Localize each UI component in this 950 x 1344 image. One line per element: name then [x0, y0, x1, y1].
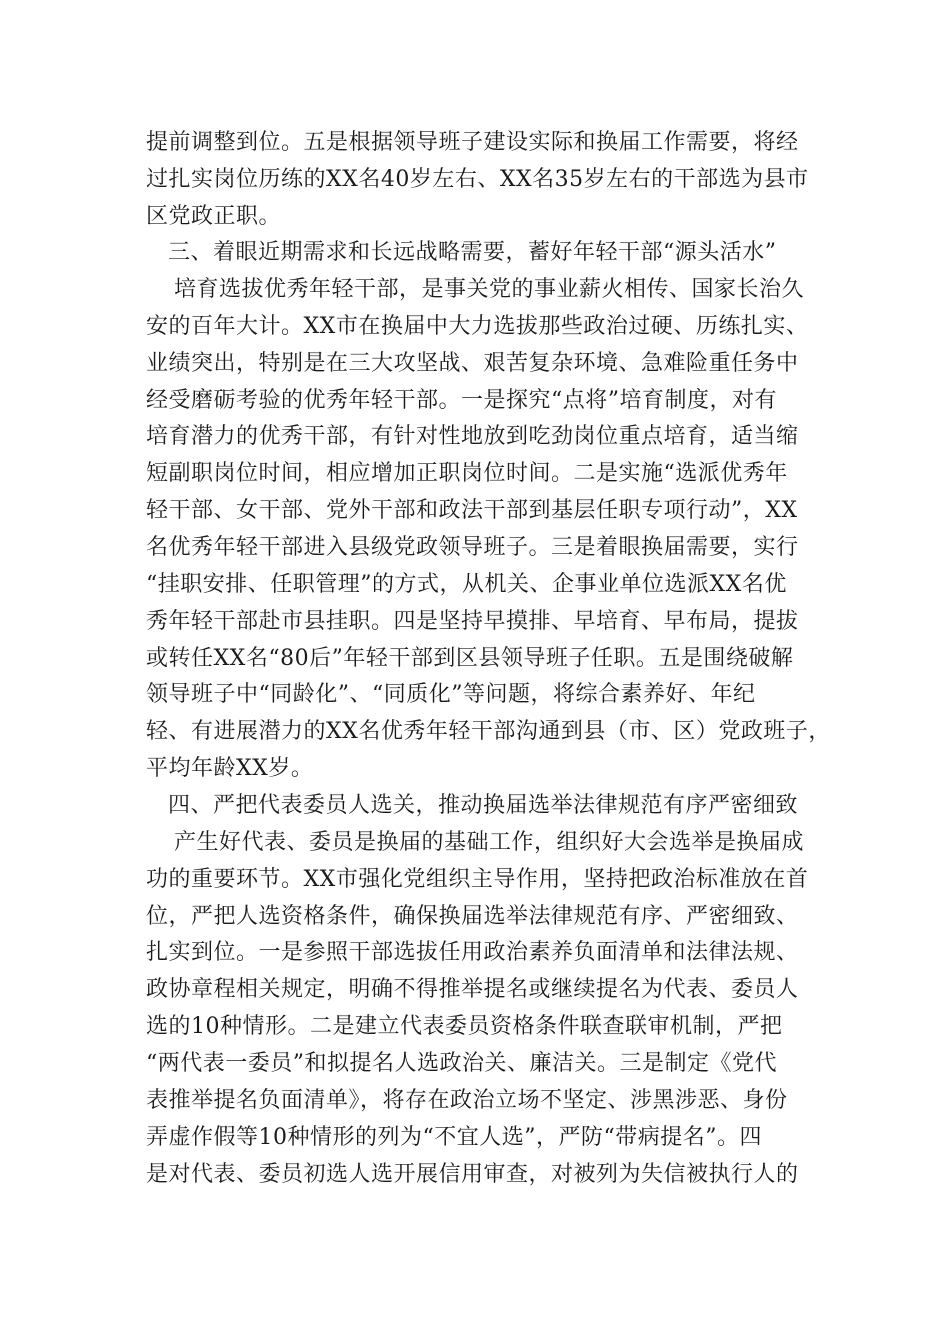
text-line: 短副职岗位时间，相应增加正职岗位时间。二是实施“选派优秀年 — [146, 461, 788, 486]
text-line: “挂职安排、任职管理”的方式，从机关、企事业单位选派XX名优 — [146, 572, 787, 597]
text-line: 平均年龄XX岁。 — [146, 756, 314, 781]
text-line: 区党政正职。 — [146, 204, 282, 229]
text-line: 政协章程相关规定，明确不得推举提名或继续提名为代表、委员人 — [146, 977, 799, 1002]
text-line: 扎实到位。一是参照干部选拔任用政治素养负面清单和法律法规、 — [146, 940, 799, 965]
text-line: 培育潜力的优秀干部，有针对性地放到吃劲岗位重点培育，适当缩 — [146, 424, 799, 449]
section-heading: 四、严把代表委员人选关，推动换届选举法律规范有序严密细致 — [168, 793, 799, 818]
text-line: 表推举提名负面清单》，将存在政治立场不坚定、涉黑涉恶、身份 — [146, 1088, 788, 1113]
paragraph-first-line: 培育选拔优秀年轻干部，是事关党的事业薪火相传、国家长治久 — [174, 277, 805, 302]
text-line: 经受磨砺考验的优秀年轻干部。一是探究“点将”培育制度，对有 — [146, 388, 777, 413]
text-line: 安的百年大计。XX市在换届中大力选拔那些政治过硬、历练扎实、 — [146, 314, 809, 339]
text-line: 轻、有进展潜力的XX名优秀年轻干部沟通到县（市、区）党政班子， — [146, 719, 831, 744]
text-line: 功的重要环节。XX市强化党组织主导作用，坚持把政治标准放在首 — [146, 867, 809, 892]
text-line: 位，严把人选资格条件，确保换届选举法律规范有序、严密细致、 — [146, 904, 799, 929]
text-line: 提前调整到位。五是根据领导班子建设实际和换届工作需要，将经 — [146, 130, 799, 155]
text-line: “两代表一委员”和拟提名人选政治关、廉洁关。三是制定《党代 — [146, 1051, 777, 1076]
paragraph-first-line: 产生好代表、委员是换届的基础工作，组织好大会选举是换届成 — [174, 830, 805, 855]
text-line: 是对代表、委员初选人选开展信用审查，对被列为失信被执行人的 — [146, 1162, 799, 1187]
text-line: 选的10种情形。二是建立代表委员资格条件联查联审机制，严把 — [146, 1014, 783, 1039]
text-line: 过扎实岗位历练的XX名40岁左右、XX名35岁左右的干部选为县市 — [146, 167, 809, 192]
text-line: 或转任XX名“80后”年轻干部到区县领导班子任职。五是围绕破解 — [146, 646, 794, 671]
text-line: 秀年轻干部赴市县挂职。四是坚持早摸排、早培育、早布局，提拔 — [146, 609, 799, 634]
text-line: 弄虚作假等10种情形的列为“不宜人选”，严防“带病提名”。四 — [146, 1125, 762, 1150]
text-line: 名优秀年轻干部进入县级党政领导班子。三是着眼换届需要，实行 — [146, 535, 799, 560]
text-line: 轻干部、女干部、党外干部和政法干部到基层任职专项行动”，XX — [146, 498, 798, 523]
text-line: 业绩突出，特别是在三大攻坚战、艰苦复杂环境、急难险重任务中 — [146, 351, 799, 376]
text-line: 领导班子中“同龄化”、“同质化”等问题，将综合素养好、年纪 — [146, 682, 756, 707]
section-heading: 三、着眼近期需求和长远战略需要，蓄好年轻干部“源头活水” — [168, 240, 777, 265]
